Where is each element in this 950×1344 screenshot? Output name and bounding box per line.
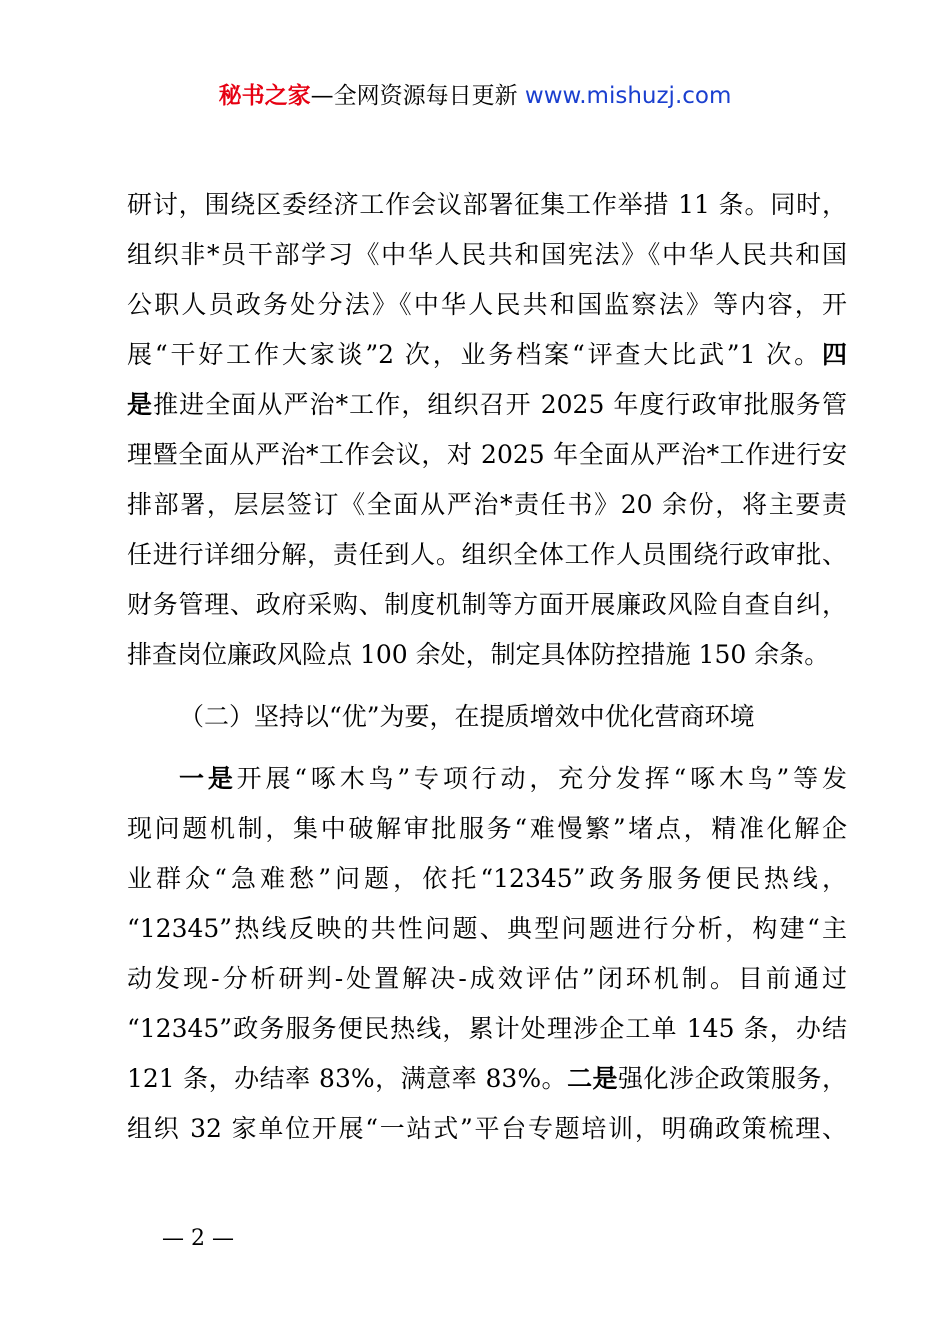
text-line: 组织非*员干部学习《中华人民共和国宪法》《中华人民共和国 [127,240,847,269]
text-line: 现问题机制，集中破解审批服务“难慢繁”堵点，精准化解企 [127,814,847,843]
text-line [127,754,847,804]
text-line: 任进行详细分解，责任到人。组织全体工作人员围绕行政审批、 [127,540,847,569]
text-line [127,330,847,380]
site-url[interactable]: www.mishuzj.com [524,83,732,109]
text-line: 动发现-分析研判-处置解决-成效评估”闭环机制。目前通过 [127,964,847,993]
text-line: 排查岗位廉政风险点 100 余处，制定具体防控措施 150 余条。 [127,640,830,669]
emphasis-run: 四 [821,340,847,369]
document-body [127,180,847,1154]
paragraph-1 [127,180,847,680]
text-run: 强化涉企政策服务， [618,1064,847,1093]
site-tagline: —全网资源每日更新 [310,83,518,109]
text-line: “12345”热线反映的共性问题、典型问题进行分析，构建“主 [127,914,847,943]
text-line: 组织 32 家单位开展“一站式”平台专题培训，明确政策梳理、 [127,1114,847,1143]
page-number: — 2 — [162,1226,234,1251]
text-line: 财务管理、政府采购、制度机制等方面开展廉政风险自查自纠， [127,590,847,619]
text-run: 展“干好工作大家谈”2 次，业务档案“评查大比武”1 次。 [127,340,822,369]
paragraph-2 [127,754,847,1154]
text-run: 推进全面从严治*工作，组织召开 2025 年度行政审批服务管 [153,390,847,419]
text-line: 研讨，围绕区委经济工作会议部署征集工作举措 11 条。同时， [127,190,847,219]
emphasis-run: 二是 [567,1064,619,1093]
emphasis-run: 是 [127,390,154,419]
text-run: 121 条，办结率 83%，满意率 83%。 [127,1064,568,1093]
text-line: 业群众“急难愁”问题，依托“12345”政务服务便民热线， [127,864,847,893]
text-line: 排部署，层层签订《全面从严治*责任书》20 余份，将主要责 [127,490,847,519]
text-line: 公职人员政务处分法》《中华人民共和国监察法》等内容，开 [127,290,847,319]
section-heading: （二）坚持以“优”为要，在提质增效中优化营商环境 [179,702,755,731]
emphasis-run: 一是 [179,764,237,793]
text-run: 开展“啄木鸟”专项行动，充分发挥“啄木鸟”等发 [236,764,847,793]
text-line: “12345”政务服务便民热线，累计处理涉企工单 145 条，办结 [127,1014,847,1043]
text-line [127,380,847,430]
site-header [0,80,950,112]
text-line: 理暨全面从严治*工作会议，对 2025 年全面从严治*工作进行安 [127,440,847,469]
text-line [127,1054,847,1104]
site-brand: 秘书之家 [218,83,311,109]
